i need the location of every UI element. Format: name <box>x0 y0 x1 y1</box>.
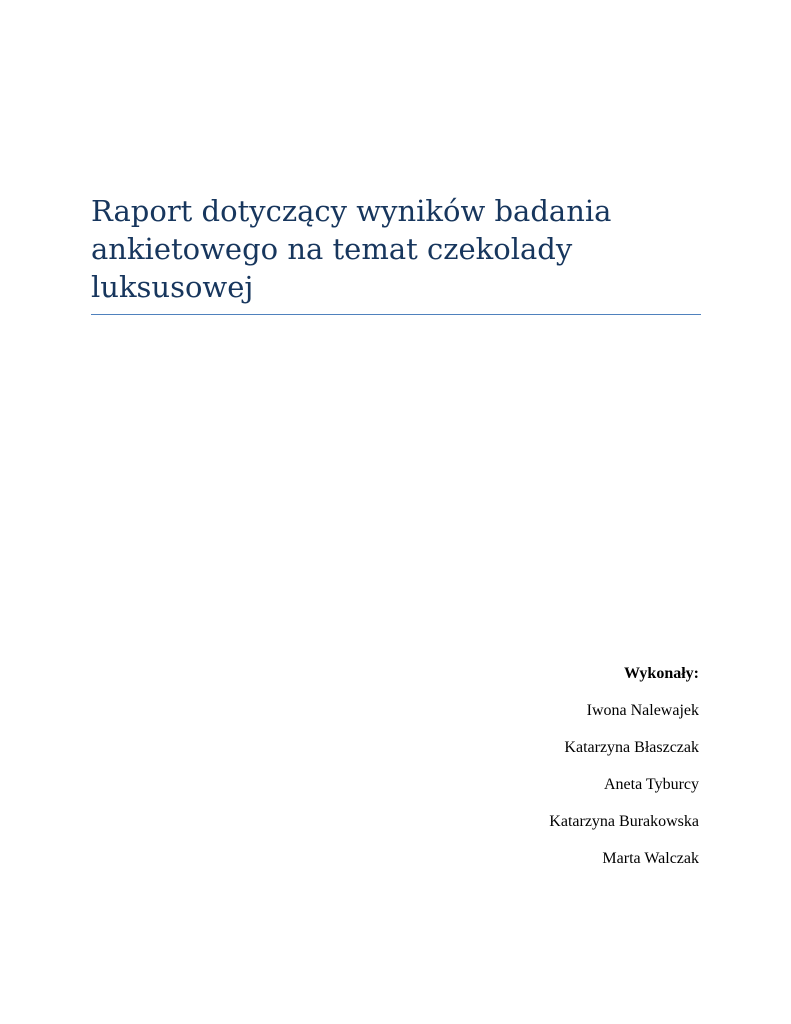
document-title <box>91 192 701 306</box>
author-name: Iwona Nalewajek <box>586 702 699 719</box>
author-name: Katarzyna Burakowska <box>549 813 699 830</box>
author-name: Marta Walczak <box>602 850 699 867</box>
author-name: Katarzyna Błaszczak <box>564 739 699 756</box>
authors-heading: Wykonały: <box>624 665 699 682</box>
author-name: Aneta Tyburcy <box>604 776 699 793</box>
title-line: luksusowej <box>91 270 254 304</box>
title-line: Raport dotyczący wyników badania <box>91 194 612 228</box>
title-line: ankietowego na temat czekolady <box>91 232 573 266</box>
title-underline <box>91 314 701 315</box>
authors-block <box>399 662 699 884</box>
title-block <box>91 192 701 306</box>
